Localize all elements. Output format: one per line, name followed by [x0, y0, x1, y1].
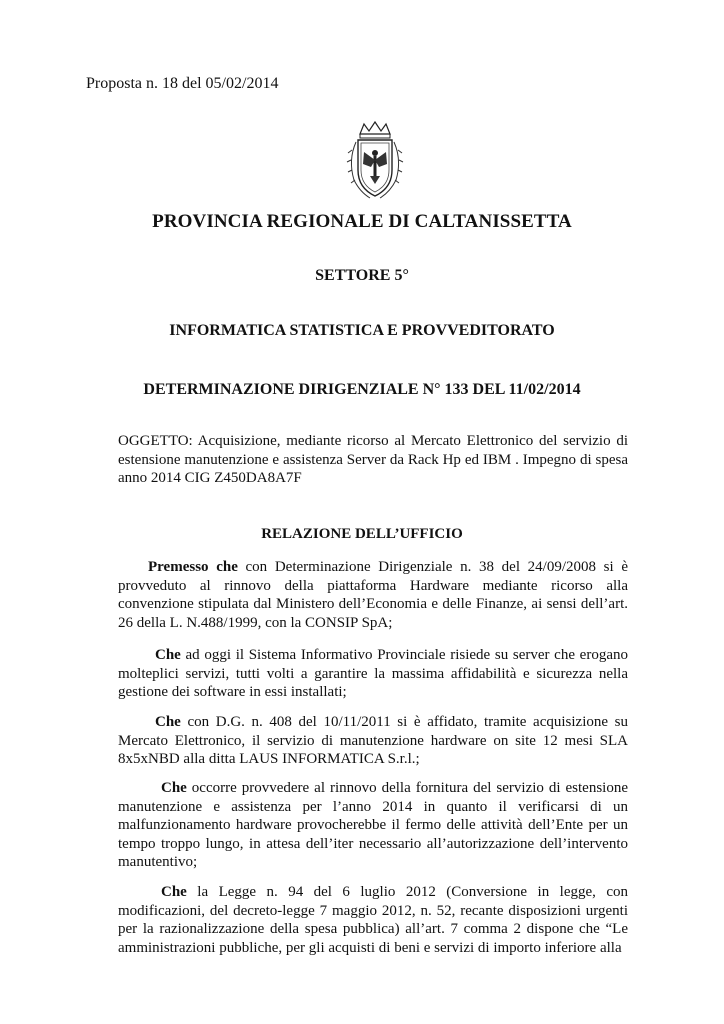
report-paragraph: [118, 713, 628, 769]
report-title: RELAZIONE DELL’UFFICIO: [261, 526, 463, 542]
paragraph-lead: Che: [155, 647, 181, 663]
paragraph-lead: Che: [161, 780, 187, 796]
province-coat-of-arms-icon: [340, 120, 410, 200]
proposal-number: Proposta n. 18 del 05/02/2014: [86, 75, 279, 92]
department-title: INFORMATICA STATISTICA E PROVVEDITORATO: [169, 322, 555, 339]
paragraph-lead: Che: [161, 884, 187, 900]
report-paragraph: [118, 779, 628, 872]
subject-paragraph: OGGETTO: Acquisizione, mediante ricorso al Mercato Elettronico del servizio di estensione manutenzione e assistenza Server da Rack Hp ed IBM . Impegno di spesa anno 2014 CIG Z450DA8A7F: [118, 433, 628, 486]
sector-title: SETTORE 5°: [315, 267, 409, 284]
paragraph-text: con D.G. n. 408 del 10/11/2011 si è affidato, tramite acquisizione su Mercato Elettronico, il servizio di manutenzione hardware on site 12 mesi SLA 8x5xNBD alla ditta LAUS INFORMATICA S.r.l.;: [118, 714, 628, 767]
paragraph-text: con Determinazione Dirigenziale n. 38 del 24/09/2008 si è provveduto al rinnovo della piattaforma Hardware mediante ricorso alla convenzione stipulata dal Ministero dell’Economia e delle Finanze, ai sensi dell’art. 26 della L. N.488/1999, con la CONSIP SpA;: [118, 559, 628, 631]
report-paragraph: [118, 883, 628, 957]
paragraph-lead: Premesso che: [148, 559, 238, 575]
determination-title: DETERMINAZIONE DIRIGENZIALE N° 133 DEL 11/02/2014: [143, 381, 581, 398]
paragraph-lead: Che: [155, 714, 181, 730]
report-paragraph: [118, 646, 628, 702]
report-paragraph: [118, 558, 628, 632]
paragraph-text: occorre provvedere al rinnovo della fornitura del servizio di estensione manutenzione e assistenza per l’anno 2014 in quanto il verificarsi di un malfunzionamento hardware provocherebbe il fermo delle attività dell’Ente per un tempo troppo lungo, in attesa dell’iter necessario all’autorizzazione dell’intervento manutentivo;: [118, 780, 628, 870]
paragraph-text: la Legge n. 94 del 6 luglio 2012 (Conversione in legge, con modificazioni, del decreto-legge 7 maggio 2012, n. 52, recante disposizioni urgenti per la razionalizzazione della spesa pubblica) all’art. 7 comma 2 dispone che “Le amministrazioni pubbliche, per gli acquisti di beni e servizi di importo inferiore alla: [118, 884, 628, 956]
province-title: PROVINCIA REGIONALE DI CALTANISSETTA: [152, 211, 572, 232]
paragraph-text: ad oggi il Sistema Informativo Provinciale risiede su server che erogano molteplici servizi, tutti volti a garantire la massima affidabilità e sicurezza nella gestione dei software in essi installati;: [118, 647, 628, 700]
